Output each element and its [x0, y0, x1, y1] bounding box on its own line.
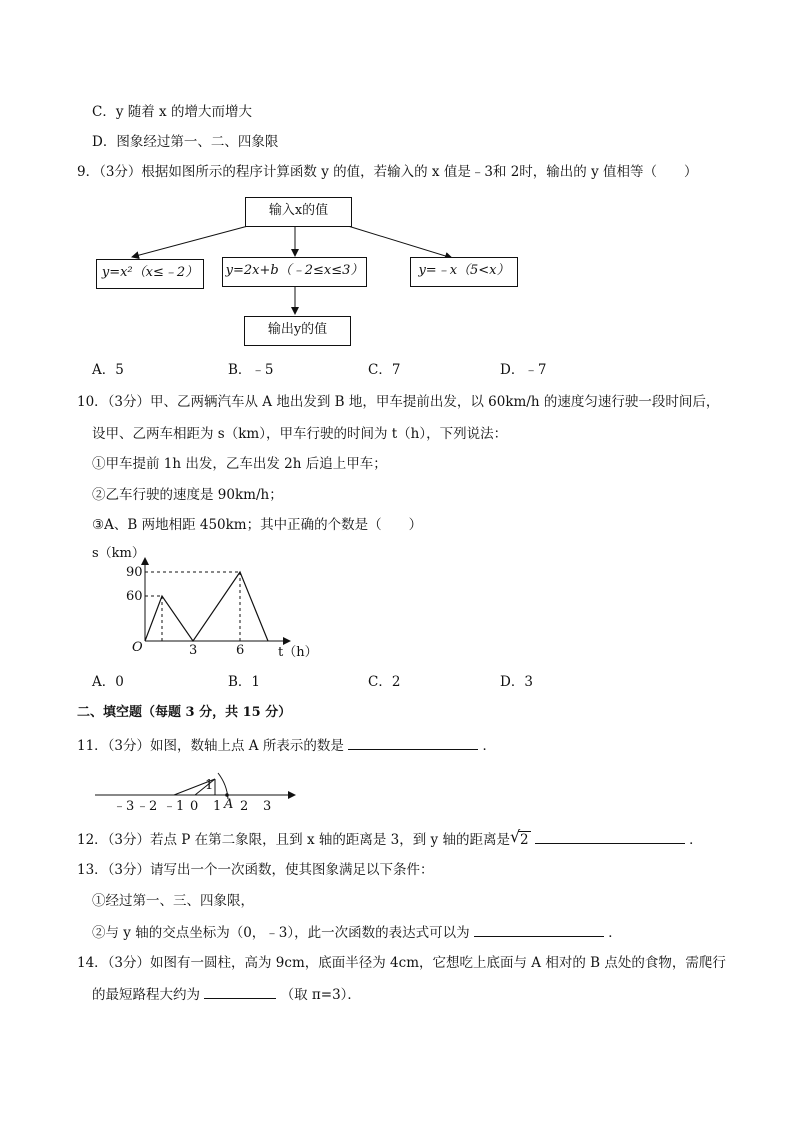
- q12-line: [77, 829, 703, 850]
- point-a-label: A: [224, 797, 234, 812]
- q14-stem-2-line: [92, 984, 361, 1005]
- q11-answer-blank[interactable]: [348, 735, 478, 750]
- q14-stem-2b: （取 π=3）．: [280, 987, 361, 1003]
- section-2-title: 二、填空题（每题 3 分，共 15 分）: [77, 705, 292, 720]
- q8-option-c: C．y 随着 x 的增大而增大: [92, 104, 252, 120]
- q11-end: ．: [482, 738, 496, 754]
- q10-xtick-6: 6: [236, 643, 245, 658]
- q9-option-b: B．﹣5: [228, 362, 274, 378]
- q9-option-c: C．7: [368, 362, 401, 378]
- radicand: 2: [519, 832, 529, 848]
- q10-statement-1: ①甲车提前 1h 出发，乙车出发 2h 后追上甲车；: [92, 456, 387, 472]
- q13-condition-2-line: [92, 922, 622, 943]
- q9-option-a: A．5: [92, 362, 124, 378]
- q10-option-b: B．1: [228, 674, 261, 690]
- q13-stem: 13．（3分）请写出一个一次函数，使其图象满足以下条件：: [77, 862, 434, 878]
- q10-origin: O: [132, 640, 143, 655]
- q10-option-c: C．2: [368, 674, 401, 690]
- q11-stem: 11．（3分）如图，数轴上点 A 所表示的数是: [77, 738, 344, 754]
- flow-right-box: y=﹣x（5<x）: [410, 257, 518, 287]
- q11-line: [77, 735, 496, 756]
- tick-neg3: ﹣3: [113, 799, 135, 814]
- q12-stem: 12．（3分）若点 P 在第二象限，且到 x 轴的距离是 3，到 y 轴的距离是: [77, 832, 510, 848]
- flow-left-box: y=x²（x≤﹣2）: [96, 259, 204, 289]
- tick-neg2: ﹣2: [136, 799, 158, 814]
- flow-output-box: 输出y的值: [244, 316, 351, 346]
- q13-condition-1: ①经过第一、三、四象限，: [92, 893, 254, 909]
- q10-option-a: A．0: [92, 674, 124, 690]
- q12-end: ．: [689, 832, 703, 848]
- q13-end: ．: [608, 925, 622, 941]
- q10-option-d: D．3: [500, 674, 533, 690]
- q10-stem-2: 设甲、乙两车相距为 s（km），甲车行驶的时间为 t（h），下列说法：: [92, 426, 508, 442]
- q14-stem-1: 14．（3分）如图有一圆柱，高为 9cm，底面半径为 4cm，它想吃上底面与 A 相对的 B 点处的食物，需爬行: [77, 955, 726, 971]
- q8-option-d: D．图象经过第一、二、四象限: [92, 134, 279, 150]
- sqrt-symbol: √ 2: [509, 827, 529, 848]
- q10-ylabel: s（km）: [92, 546, 145, 561]
- q9-stem: 9．（3分）根据如图所示的程序计算函数 y 的值，若输入的 x 值是﹣3和 2时，输出的 y 值相等（ ）: [77, 164, 698, 180]
- q11-seg-label: 1: [205, 778, 214, 793]
- distance-line: [145, 572, 268, 641]
- q12-answer-blank[interactable]: [535, 829, 685, 844]
- q13-condition-2: ②与 y 轴的交点坐标为（0，﹣3），此一次函数的表达式可以为: [92, 925, 470, 941]
- tick-1: 1: [213, 799, 222, 814]
- q10-ytick-90: 90: [126, 565, 143, 580]
- q10-xlabel: t（h）: [278, 645, 318, 660]
- q14-answer-blank[interactable]: [204, 984, 276, 999]
- tick-0: 0: [190, 799, 199, 814]
- tick-3: 3: [263, 799, 272, 814]
- q14-stem-2a: 的最短路程大约为: [92, 987, 200, 1003]
- tick-2: 2: [240, 799, 249, 814]
- tick-neg1: ﹣1: [163, 799, 185, 814]
- q9-option-d: D．﹣7: [500, 362, 547, 378]
- q10-stem-1: 10．（3分）甲、乙两辆汽车从 A 地出发到 B 地，甲车提前出发，以 60km/h 的速度匀速行驶一段时间后，: [77, 394, 720, 410]
- q10-xtick-3: 3: [189, 643, 198, 658]
- q10-statement-2: ②乙车行驶的速度是 90km/h；: [92, 487, 283, 503]
- q10-ytick-60: 60: [126, 589, 143, 604]
- q13-answer-blank[interactable]: [474, 922, 604, 937]
- q10-statement-3: ③A、B 两地相距 450km；其中正确的个数是（ ）: [92, 517, 423, 533]
- flow-input-box: 输入x的值: [245, 197, 352, 227]
- flow-middle-box: y=2x+b（﹣2≤x≤3）: [222, 257, 367, 287]
